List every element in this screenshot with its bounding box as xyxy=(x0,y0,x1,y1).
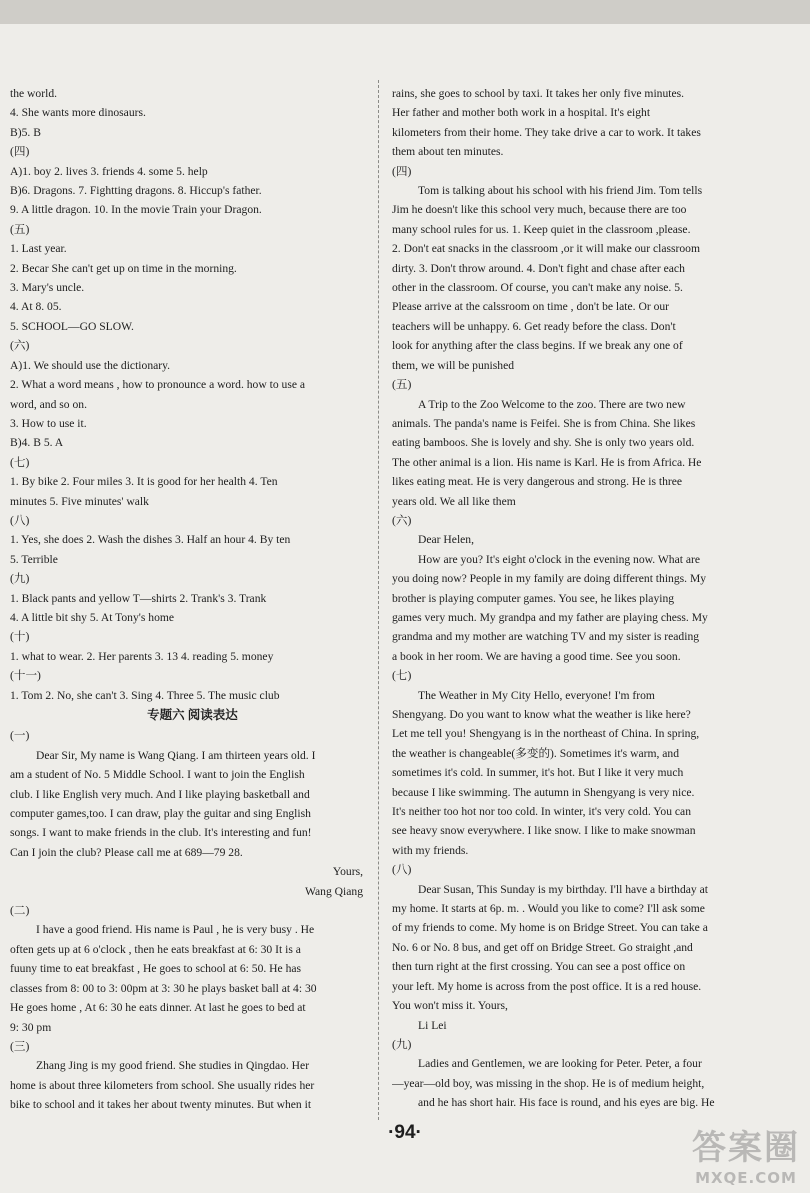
text-line: with my friends. xyxy=(392,843,469,857)
text-line: classes from 8: 00 to 3: 00pm at 3: 30 he plays basket ball at 4: 30 xyxy=(10,981,317,995)
text-line: Li Lei xyxy=(418,1018,447,1032)
text-line: dirty. 3. Don't throw around. 4. Don't fight and chase after each xyxy=(392,261,685,275)
watermark-text: 答案圈 xyxy=(692,1128,800,1168)
text-line: and he has short hair. His face is round, and his eyes are big. He xyxy=(418,1096,715,1110)
text-line: 5. SCHOOL—GO SLOW. xyxy=(10,319,134,333)
text-line: How are you? It's eight o'clock in the evening now. What are xyxy=(418,552,701,566)
text-line: 1. Black pants and yellow T—shirts 2. Trank's 3. Trank xyxy=(10,591,267,605)
page-number: ·94· xyxy=(388,1122,422,1143)
text-line: 1. By bike 2. Four miles 3. It is good for her health 4. Ten xyxy=(10,475,278,489)
text-line: other in the classroom. Of course, you can't make any noise. 5. xyxy=(392,281,683,295)
text-line: It's neither too hot nor too cold. In winter, it's very cold. You can xyxy=(392,805,691,819)
text-line: the world. xyxy=(10,87,58,100)
text-line: 9: 30 pm xyxy=(10,1020,52,1034)
text-line: a book in her room. We are having a good time. See you soon. xyxy=(392,649,681,663)
text-line: word, and so on. xyxy=(10,397,87,411)
text-line: (六) xyxy=(10,339,30,353)
text-line: A)1. boy 2. lives 3. friends 4. some 5. help xyxy=(10,164,208,178)
text-line: because I like swimming. The autumn in Shengyang is very nice. xyxy=(392,785,695,799)
text-line: 1. Yes, she does 2. Wash the dishes 3. Half an hour 4. By ten xyxy=(10,533,291,547)
text-line: likes eating meat. He is very dangerous and strong. He is three xyxy=(392,475,683,489)
text-line: B)6. Dragons. 7. Fightting dragons. 8. Hiccup's father. xyxy=(10,184,262,198)
text-line: them about ten minutes. xyxy=(392,145,504,159)
watermark-url: MXQE.COM xyxy=(695,1169,797,1187)
text-line: animals. The panda's name is Feifei. She is from China. She likes xyxy=(392,416,696,430)
text-line: B)5. B xyxy=(10,125,41,139)
text-line: —year—old boy, was missing in the shop. He is of medium height, xyxy=(392,1076,705,1090)
text-line: You won't miss it. Yours, xyxy=(392,999,508,1013)
text-line: Tom is talking about his school with his friend Jim. Tom tells xyxy=(418,184,703,198)
text-line: teachers will be unhappy. 6. Get ready before the class. Don't xyxy=(392,319,676,333)
text-line: 2. What a word means , how to pronounce a word. how to use a xyxy=(10,378,306,392)
text-line: Please arrive at the calssroom on time , don't be late. Or our xyxy=(392,300,670,314)
text-line: home is about three kilometers from school. She usually rides her xyxy=(10,1078,315,1092)
text-line: 5. Terrible xyxy=(10,552,58,566)
text-line: Zhang Jing is my good friend. She studies in Qingdao. Her xyxy=(36,1059,310,1073)
text-line: 2. Becar She can't get up on time in the morning. xyxy=(10,261,237,275)
text-line: (四) xyxy=(392,164,412,178)
text-line: (五) xyxy=(392,378,412,392)
text-line: rains, she goes to school by taxi. It takes her only five minutes. xyxy=(392,87,685,100)
text-line: 3. How to use it. xyxy=(10,416,87,430)
text-line: (二) xyxy=(10,904,30,918)
text-line: (九) xyxy=(10,572,30,586)
text-line: bike to school and it takes her about twenty minutes. But when it xyxy=(10,1098,312,1112)
right-column xyxy=(392,84,754,1113)
text-line: A)1. We should use the dictionary. xyxy=(10,358,171,372)
text-line: grandma and my mother are watching TV and my sister is reading xyxy=(392,630,700,644)
text-line: look for anything after the class begins. If we break any one of xyxy=(392,339,683,353)
text-line: A Trip to the Zoo Welcome to the zoo. There are two new xyxy=(418,397,686,411)
text-line: Yours, xyxy=(332,865,363,879)
text-line: then turn right at the first crossing. You can see a post office on xyxy=(392,960,686,974)
scan-top-band xyxy=(0,0,810,24)
section-heading: 专题六 阅读表达 xyxy=(147,708,238,722)
text-line: (十一) xyxy=(10,669,41,683)
text-line: sometimes it's cold. In summer, it's hot. But I like it very much xyxy=(392,766,684,780)
left-column xyxy=(10,84,375,1115)
text-line: (三) xyxy=(10,1039,30,1053)
text-line: (八) xyxy=(10,513,30,527)
text-line: club. I like English very much. And I like playing basketball and xyxy=(10,787,310,801)
text-line: (九) xyxy=(392,1037,412,1051)
text-line: 2. Don't eat snacks in the classroom ,or it will make our classroom xyxy=(392,242,700,256)
column-divider xyxy=(378,80,379,1120)
text-line: The Weather in My City Hello, everyone! I'm from xyxy=(418,688,655,702)
text-line: Can I join the club? Please call me at 689—79 28. xyxy=(10,845,243,859)
text-line: Dear Susan, This Sunday is my birthday. I'll have a birthday at xyxy=(418,882,708,896)
text-line: I have a good friend. His name is Paul , he is very busy . He xyxy=(36,923,315,937)
text-line: eating bamboos. She is lovely and shy. She is only two years old. xyxy=(392,436,695,450)
text-line: 9. A little dragon. 10. In the movie Train your Dragon. xyxy=(10,203,262,217)
text-line: (一) xyxy=(10,729,30,743)
text-line: Jim he doesn't like this school very much, because there are too xyxy=(392,203,687,217)
text-line: games very much. My grandpa and my father are playing chess. My xyxy=(392,610,708,624)
text-line: Shengyang. Do you want to know what the weather is like here? xyxy=(392,708,691,721)
text-line: Wang Qiang xyxy=(305,884,363,898)
text-line: Dear Helen, xyxy=(418,533,475,547)
text-line: the weather is changeable(多变的). Sometimes it's warm, and xyxy=(392,746,680,760)
text-line: brother is playing computer games. You see, he likes playing xyxy=(392,591,675,605)
text-line: (八) xyxy=(392,863,412,877)
text-line: 4. She wants more dinosaurs. xyxy=(10,106,146,120)
text-line: often gets up at 6 o'clock , then he eats breakfast at 6: 30 It is a xyxy=(10,942,301,956)
text-line: my home. It starts at 6p. m. . Would you like to come? I'll ask some xyxy=(392,902,705,916)
text-line: (十) xyxy=(10,630,30,644)
text-line: (六) xyxy=(392,513,412,527)
text-line: The other animal is a lion. His name is Karl. He is from Africa. He xyxy=(392,455,702,469)
text-line: 4. At 8. 05. xyxy=(10,300,62,314)
text-line: 1. what to wear. 2. Her parents 3. 13 4. reading 5. money xyxy=(10,649,274,663)
text-line: songs. I want to make friends in the club. It's interesting and fun! xyxy=(10,826,312,840)
text-line: your left. My home is across from the post office. It is a red house. xyxy=(392,979,702,993)
text-line: (四) xyxy=(10,145,30,159)
text-line: Her father and mother both work in a hospital. It's eight xyxy=(392,106,651,120)
text-line: many school rules for us. 1. Keep quiet in the classroom ,please. xyxy=(392,222,691,236)
text-line: Let me tell you! Shengyang is in the northeast of China. In spring, xyxy=(392,727,700,741)
text-line: you doing now? People in my family are doing different things. My xyxy=(392,572,707,586)
text-line: see heavy snow everywhere. I like snow. I like to make snowman xyxy=(392,824,696,838)
text-line: 4. A little bit shy 5. At Tony's home xyxy=(10,610,175,624)
watermark-logo xyxy=(692,1120,800,1187)
text-line: No. 6 or No. 8 bus, and get off on Bridge Street. Go straight ,and xyxy=(392,940,693,954)
text-line: (五) xyxy=(10,222,30,236)
text-line: Ladies and Gentlemen, we are looking for Peter. Peter, a four xyxy=(418,1057,702,1071)
text-line: fuuny time to eat breakfast , He goes to school at 6: 50. He has xyxy=(10,962,302,976)
text-line: computer games,too. I can draw, play the guitar and sing English xyxy=(10,807,311,821)
text-line: 1. Tom 2. No, she can't 3. Sing 4. Three 5. The music club xyxy=(10,688,280,702)
text-line: kilometers from their home. They take drive a car to work. It takes xyxy=(392,125,701,139)
text-line: He goes home , At 6: 30 he eats dinner. At last he goes to bed at xyxy=(10,1001,306,1015)
text-line: am a student of No. 5 Middle School. I want to join the English xyxy=(10,768,305,782)
text-line: them, we will be punished xyxy=(392,358,515,372)
text-line: (七) xyxy=(10,455,30,469)
text-line: years old. We all like them xyxy=(392,494,516,508)
text-line: minutes 5. Five minutes' walk xyxy=(10,494,149,508)
text-line: Dear Sir, My name is Wang Qiang. I am thirteen years old. I xyxy=(36,748,316,762)
text-line: (七) xyxy=(392,669,412,683)
text-line: B)4. B 5. A xyxy=(10,436,64,450)
text-line: of my friends to come. My home is on Bridge Street. You can take a xyxy=(392,921,708,935)
text-line: 3. Mary's uncle. xyxy=(10,281,85,295)
text-line: 1. Last year. xyxy=(10,242,67,256)
